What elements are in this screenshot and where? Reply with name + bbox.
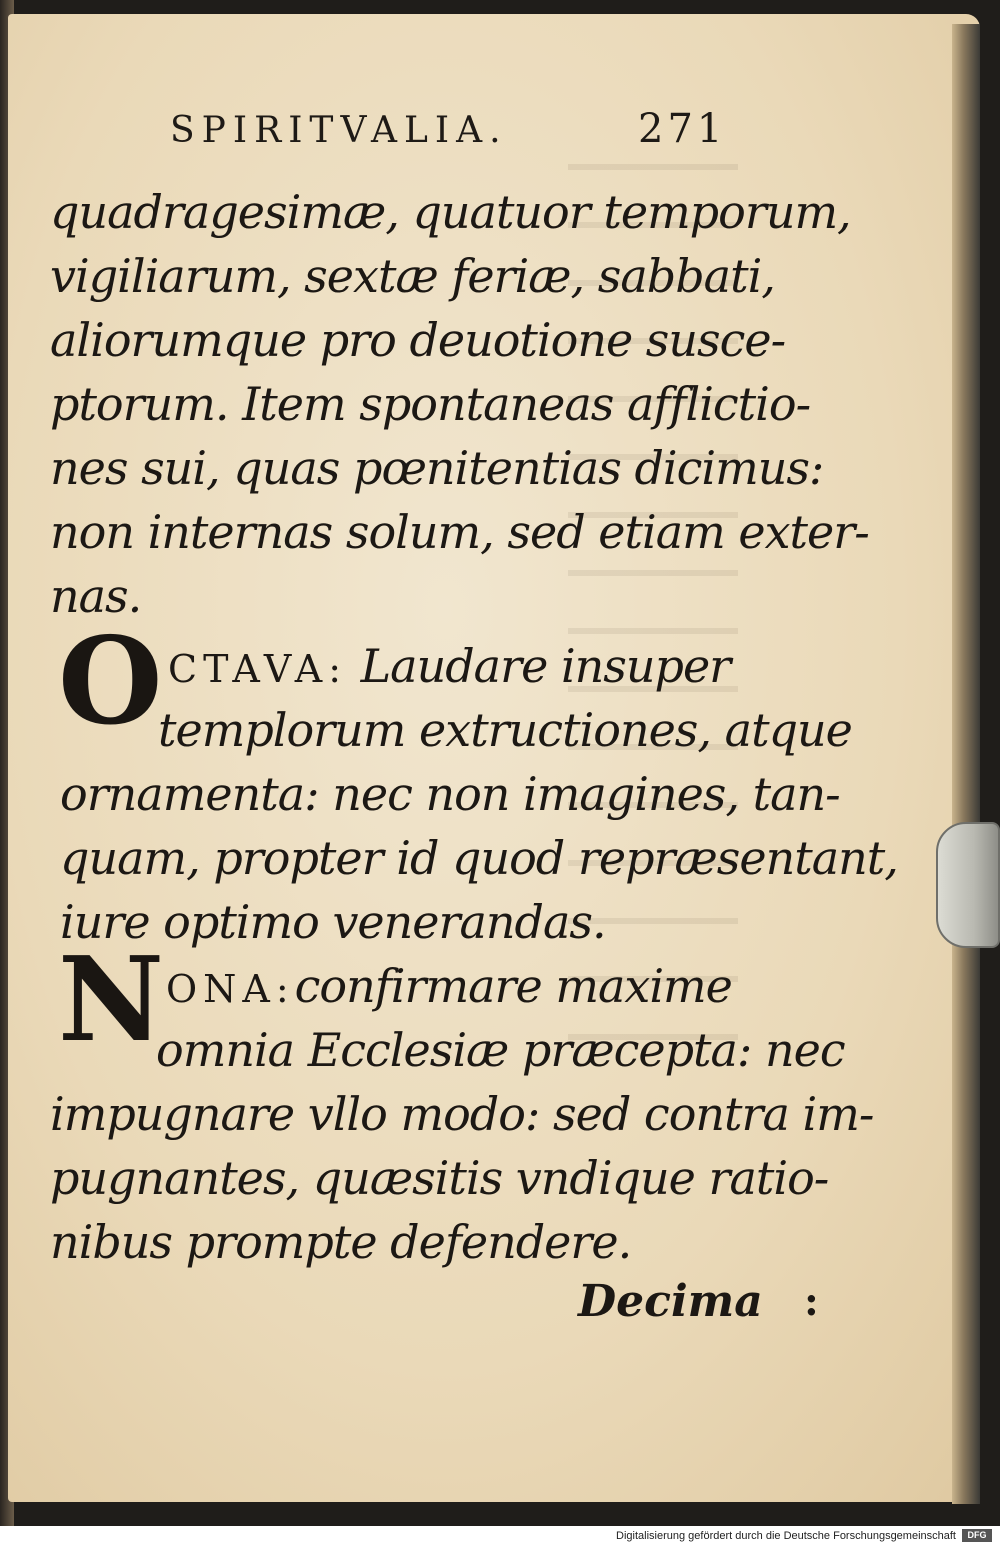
section-heading-nona	[166, 956, 732, 1016]
text-span: Laudare insuper	[347, 639, 731, 693]
page-number: 271	[638, 106, 727, 152]
caps-word: ONA:	[166, 967, 295, 1011]
page-clip	[936, 822, 1000, 948]
catchword: Decima	[578, 1276, 763, 1327]
text-line: nibus prompte defendere.	[50, 1215, 632, 1269]
text-line: iure optimo venerandas.	[60, 895, 606, 949]
drop-cap-o: O	[58, 611, 162, 752]
text-line: pugnantes, quæsitis vndique ratio-	[50, 1151, 829, 1205]
running-title: SPIRITVALIA.	[170, 110, 508, 151]
page-edge	[952, 24, 980, 1504]
footer-bar	[0, 1526, 1000, 1546]
text-line: ornamenta: nec non imagines, tan-	[60, 767, 840, 821]
section-heading-octava	[168, 636, 730, 696]
text-line: nas.	[50, 569, 142, 623]
funding-credit: Digitalisierung gefördert durch die Deutsche Forschungsgemeinschaft	[616, 1530, 956, 1542]
margin-mark: :	[804, 1278, 819, 1325]
text-line: vigiliarum, sextæ feriæ, sabbati,	[50, 249, 775, 303]
text-line: omnia Ecclesiæ præcepta: nec	[156, 1023, 845, 1077]
text-line: nes sui, quas pœnitentias dicimus:	[50, 441, 824, 495]
text-span: confirmare maxime	[294, 959, 732, 1013]
dfg-logo-icon: DFG	[962, 1529, 992, 1542]
text-line: templorum extructiones, atque	[158, 703, 852, 757]
text-line: quam, propter id quod repræsentant,	[60, 831, 898, 885]
text-line: non internas solum, sed etiam exter-	[50, 505, 869, 559]
caps-word: CTAVA:	[168, 647, 348, 691]
text-line: impugnare vllo modo: sed contra im-	[50, 1087, 874, 1141]
drop-cap-n: N	[58, 932, 164, 1068]
text-line: ptorum. Item spontaneas afflictio-	[50, 377, 811, 431]
text-line: aliorumque pro deuotione susce-	[50, 313, 786, 367]
text-line: quadragesimæ, quatuor temporum,	[50, 185, 851, 239]
page-header	[170, 106, 740, 156]
